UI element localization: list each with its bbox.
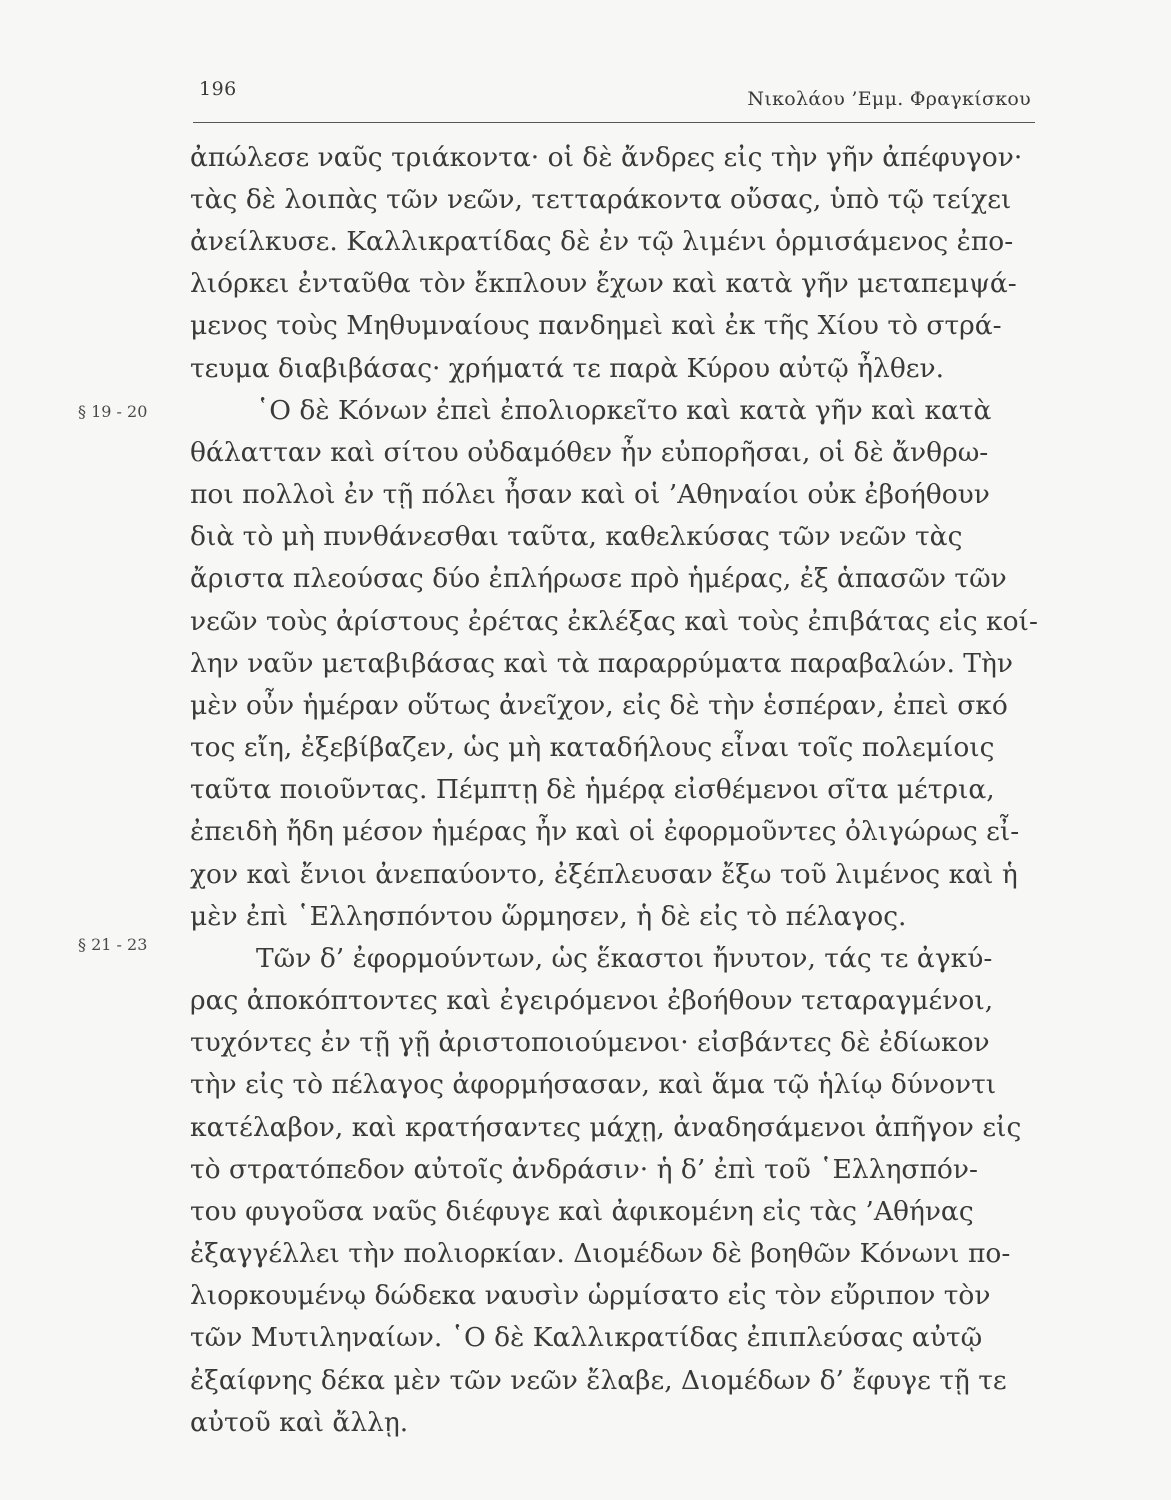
- text-line: ἀνείλκυσε. Καλλικρατίδας δὲ ἐν τῷ λιμένι ὁρμισάμενος ἐπο-: [190, 226, 1014, 257]
- running-head-author: Νικολάου ’Εμμ. Φραγκίσκου: [747, 88, 1031, 110]
- text-line: τὴν εἰς τὸ πέλαγος ἀφορμήσασαν, καὶ ἅμα τῷ ἡλίῳ δύνοντι: [190, 1069, 997, 1100]
- text-line-indented: Τῶν δ’ ἐφορμούντων, ὡς ἕκαστοι ἤνυτον, τάς τε ἀγκύ-: [256, 943, 993, 974]
- margin-section-ref: § 21 - 23: [78, 935, 148, 954]
- text-line: μὲν ἐπὶ ῾Ελλησπόντου ὥρμησεν, ἡ δὲ εἰς τὸ πέλαγος.: [190, 901, 907, 932]
- text-line: διὰ τὸ μὴ πυνθάνεσθαι ταῦτα, καθελκύσας τῶν νεῶν τὰς: [190, 521, 963, 552]
- text-line: τὰς δὲ λοιπὰς τῶν νεῶν, τετταράκοντα οὔσας, ὑπὸ τῷ τείχει: [190, 184, 1012, 215]
- text-line: ἄριστα πλεούσας δύο ἐπλήρωσε πρὸ ἡμέρας, ἐξ ἁπασῶν τῶν: [190, 563, 1007, 594]
- text-line: ποι πολλοὶ ἐν τῇ πόλει ἦσαν καὶ οἱ ’Αθηναίοι οὐκ ἐβοήθουν: [190, 479, 990, 510]
- text-line: τυχόντες ἐν τῇ γῇ ἀριστοποιούμενοι· εἰσβάντες δὲ ἐδίωκον: [190, 1027, 990, 1058]
- text-line: ταῦτα ποιοῦντας. Πέμπτῃ δὲ ἡμέρᾳ εἰσθέμενοι σῖτα μέτρια,: [190, 774, 995, 805]
- text-line: χον καὶ ἔνιοι ἀνεπαύοντο, ἐξέπλευσαν ἔξω τοῦ λιμένος καὶ ἡ: [190, 859, 1018, 890]
- text-line: ἐξαίφνης δέκα μὲν τῶν νεῶν ἔλαβε, Διομέδων δ’ ἔφυγε τῇ τε: [190, 1365, 1007, 1396]
- text-line: κατέλαβον, καὶ κρατήσαντες μάχῃ, ἀναδησάμενοι ἀπῆγον εἰς: [190, 1112, 1022, 1143]
- text-line: μὲν οὖν ἡμέραν οὕτως ἀνεῖχον, εἰς δὲ τὴν ἑσπέραν, ἐπεὶ σκό: [190, 690, 1008, 721]
- text-line: τὸ στρατόπεδον αὐτοῖς ἀνδράσιν· ἡ δ’ ἐπὶ τοῦ ῾Ελλησπόν-: [190, 1154, 978, 1185]
- text-line: ἐξαγγέλλει τὴν πολιορκίαν. Διομέδων δὲ βοηθῶν Κόνωνι πο-: [190, 1238, 1011, 1269]
- text-line: τος εἴη, ἐξεβίβαζεν, ὡς μὴ καταδήλους εἶναι τοῖς πολεμίοις: [190, 732, 995, 763]
- page-number: 196: [199, 78, 237, 100]
- text-line: του φυγοῦσα ναῦς διέφυγε καὶ ἀφικομένη εἰς τὰς ’Αθήνας: [190, 1196, 974, 1227]
- running-head: [193, 76, 1035, 116]
- margin-section-ref: § 19 - 20: [78, 402, 148, 421]
- text-line: τῶν Μυτιληναίων. ῾Ο δὲ Καλλικρατίδας ἐπιπλεύσας αὐτῷ: [190, 1322, 983, 1353]
- header-rule: [193, 122, 1035, 123]
- text-line: αὐτοῦ καὶ ἄλλῃ.: [190, 1407, 409, 1438]
- text-line: ἐπειδὴ ἤδη μέσον ἡμέρας ἦν καὶ οἱ ἐφορμοῦντες ὀλιγώρως εἶ-: [190, 816, 1020, 847]
- text-line: μενος τοὺς Μηθυμναίους πανδημεὶ καὶ ἐκ τῆς Χίου τὸ στρά-: [190, 310, 1002, 341]
- text-line: ρας ἀποκόπτοντες καὶ ἐγειρόμενοι ἐβοήθουν τεταραγμένοι,: [190, 985, 994, 1016]
- text-line: νεῶν τοὺς ἀρίστους ἐρέτας ἐκλέξας καὶ τοὺς ἐπιβάτας εἰς κοί-: [190, 606, 1038, 637]
- text-line: λιόρκει ἐνταῦθα τὸν ἔκπλουν ἔχων καὶ κατὰ γῆν μεταπεμψά-: [190, 268, 1017, 299]
- text-line: τευμα διαβιβάσας· χρήματά τε παρὰ Κύρου αὐτῷ ἦλθεν.: [190, 353, 945, 384]
- text-line: λην ναῦν μεταβιβάσας καὶ τὰ παραρρύματα παραβαλών. Τὴν: [190, 648, 1013, 679]
- text-line: θάλατταν καὶ σίτου οὐδαμόθεν ἦν εὐπορῆσαι, οἱ δὲ ἄνθρω-: [190, 437, 989, 468]
- text-line: λιορκουμένῳ δώδεκα ναυσὶν ὡρμίσατο εἰς τὸν εὔριπον τὸν: [190, 1280, 991, 1311]
- text-line-indented: ῾Ο δὲ Κόνων ἐπεὶ ἐπολιορκεῖτο καὶ κατὰ γῆν καὶ κατὰ: [256, 395, 992, 426]
- text-line: ἀπώλεσε ναῦς τριάκοντα· οἱ δὲ ἄνδρες εἰς τὴν γῆν ἀπέφυγον·: [190, 142, 1023, 173]
